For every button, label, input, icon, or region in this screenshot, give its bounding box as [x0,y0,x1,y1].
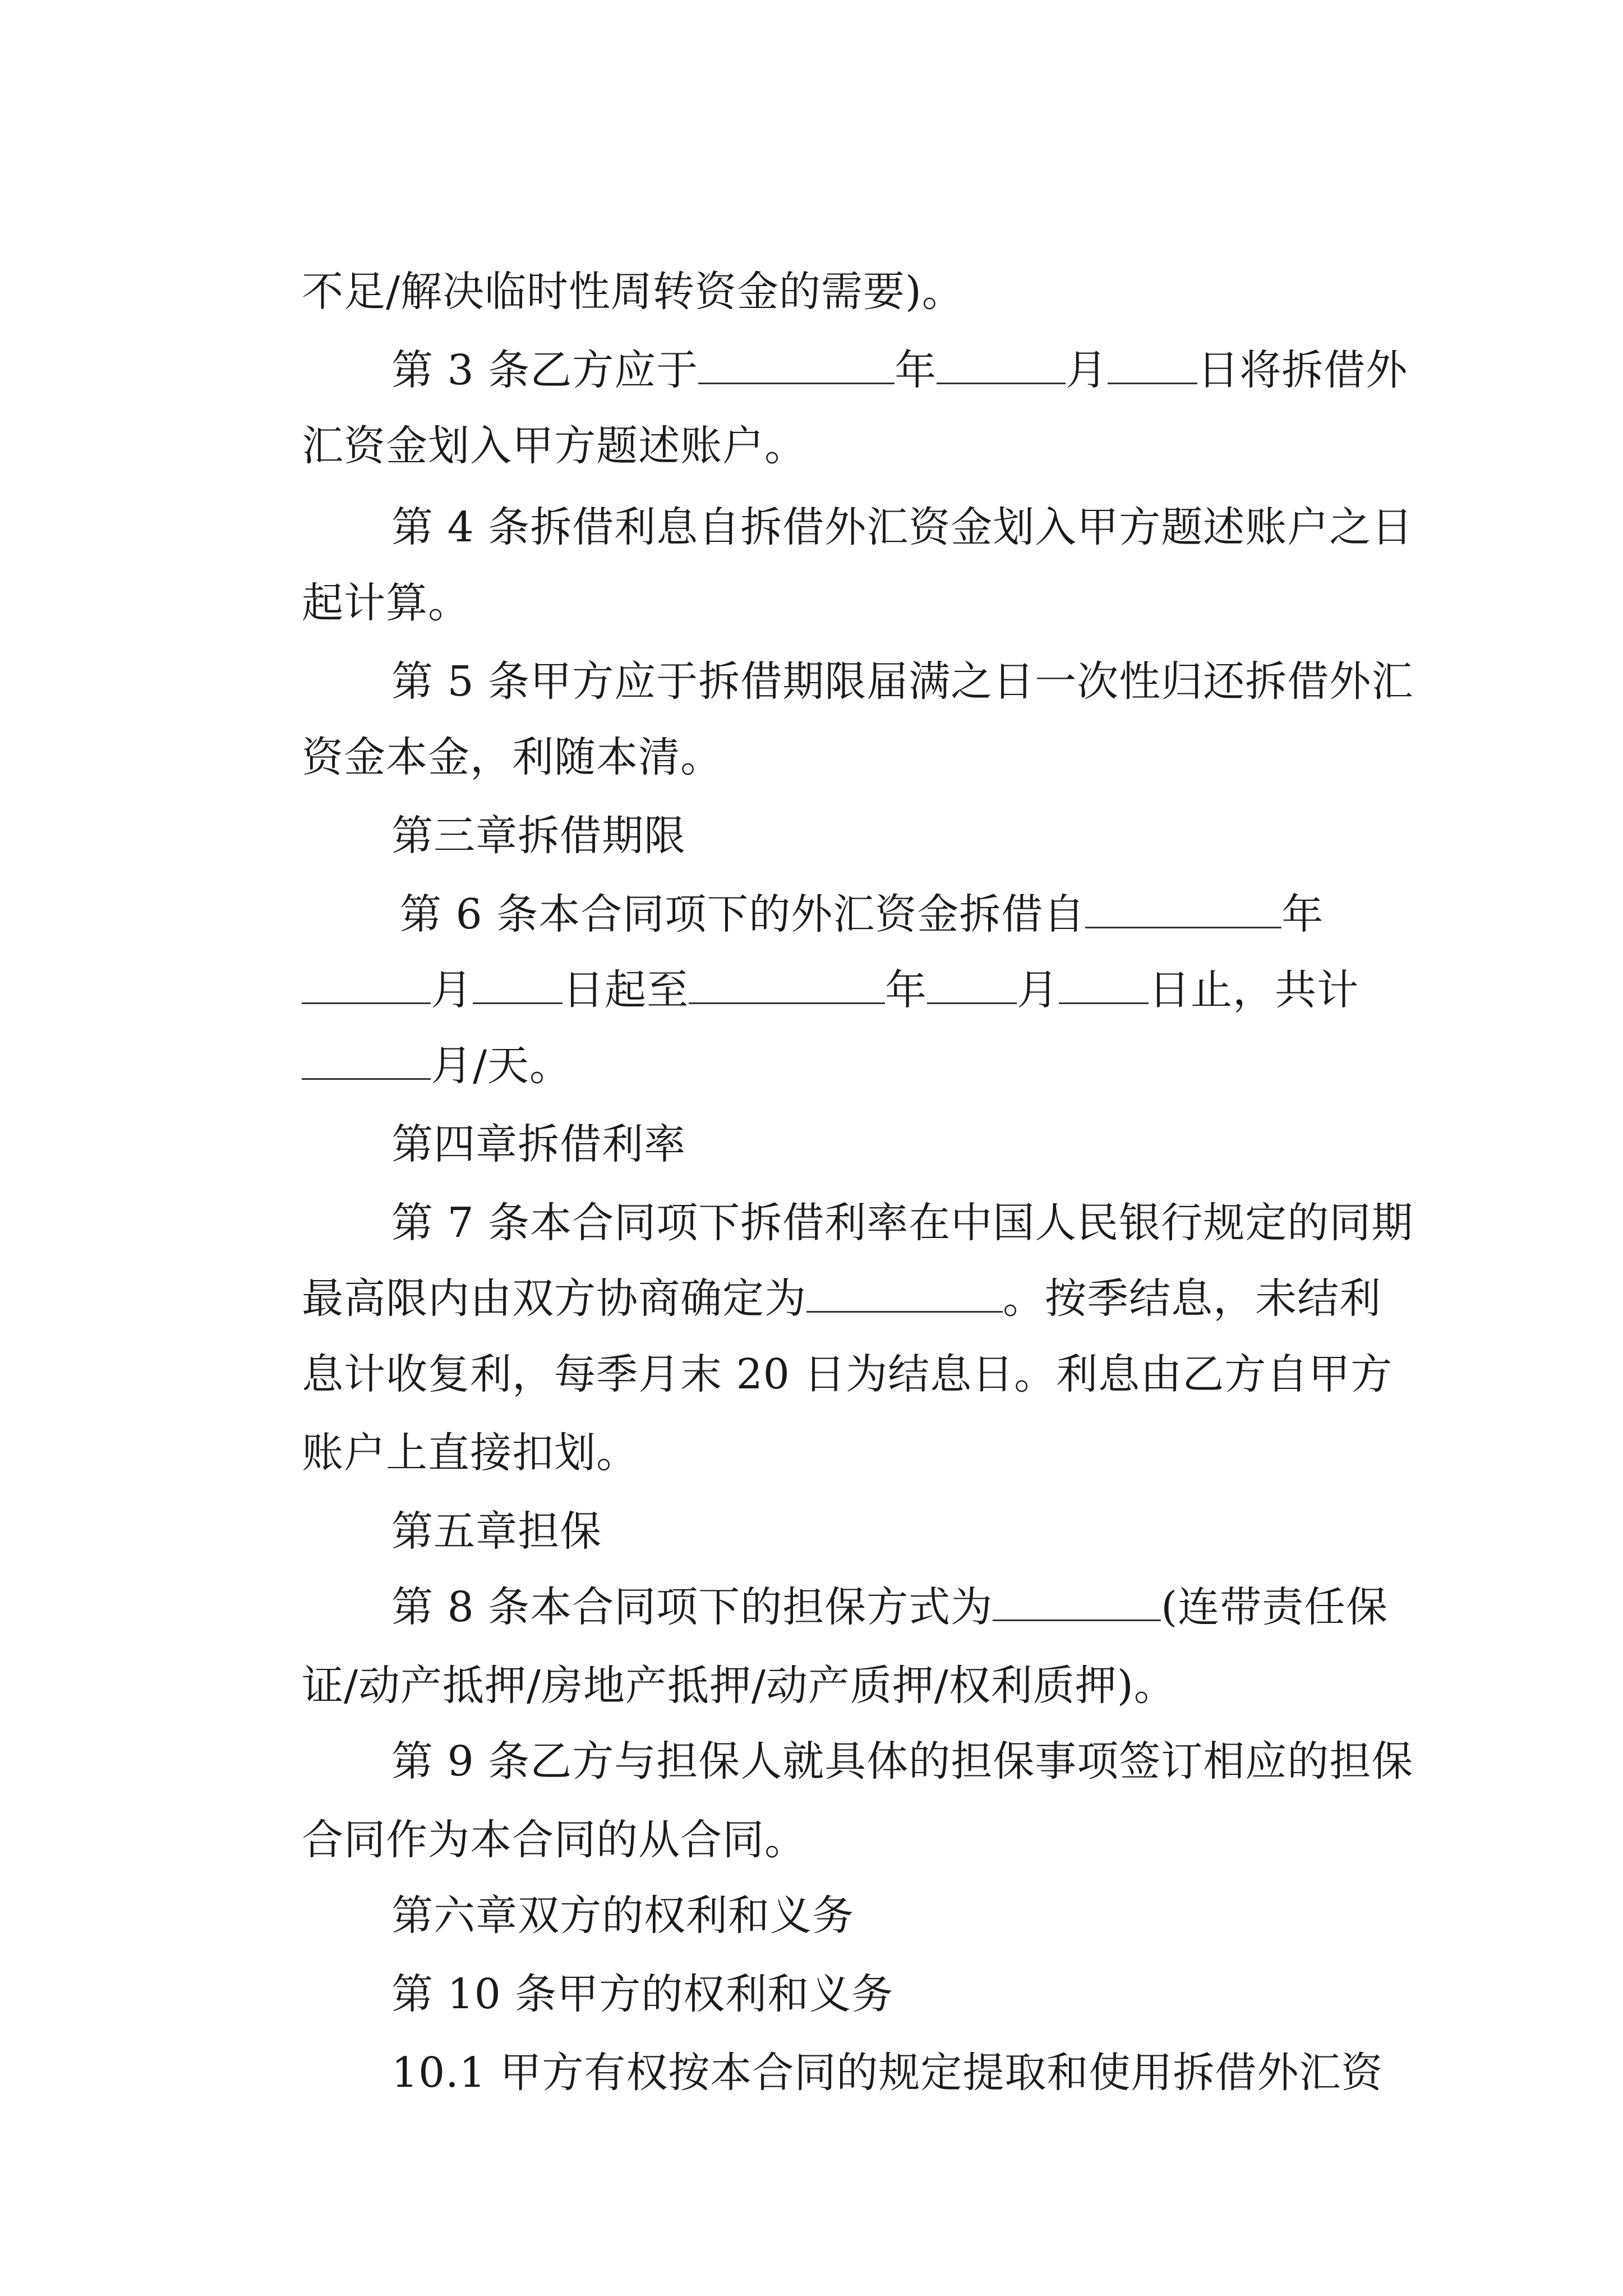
text-line: 起计算。 [302,579,471,627]
article-6-line-2: 月 日起至 年 月 日止，共计 [247,906,1359,962]
end-year-blank [689,963,885,1004]
day-blank [1108,343,1197,384]
text-line: 汇资金划入甲方题述账户。 [302,422,807,470]
article-7-line-2: 最高限内由双方协商确定为 。按季结息，未结利 [247,1214,1381,1271]
text-line: 资金本金，利随本清。 [302,733,723,781]
chapter-5-heading: 第五章担保 [391,1507,602,1556]
article-7-line-1: 第 7 条本合同项下拆借利率在中国人民银行规定的同期 [391,1199,1414,1247]
article-6-line-3: 月/天。 [247,982,571,1038]
article-10-heading: 第 10 条甲方的权利和义务 [391,1970,894,2018]
end-day-blank [1059,963,1149,1004]
text-line: 不足/解决临时性周转资金的需要)。 [302,268,964,316]
article-9-line-2: 合同作为本合同的从合同。 [302,1816,807,1864]
month-blank [937,343,1066,384]
article-7-line-4: 账户上直接扣划。 [302,1429,639,1477]
article-4-line-1: 第 4 条拆借利息自拆借外汇资金划入甲方题述账户之日 [391,503,1414,551]
article-7-line-3: 息计收复利，每季月末 20 日为结息日。利息由乙方自甲方 [302,1350,1393,1398]
chapter-3-heading: 第三章拆借期限 [391,812,686,860]
clause-10-1-line-1: 10.1 甲方有权按本合同的规定提取和使用拆借外汇资 [391,2049,1384,2097]
article-6-line-1: 第 6 条本合同项下的外汇资金拆借自 年 [345,830,1324,886]
article-8-line-2: 证/动产抵押/房地产抵押/动产质押/权利质押)。 [302,1662,1176,1710]
chapter-4-heading: 第四章拆借利率 [391,1120,686,1168]
article-5-line-1: 第 5 条甲方应于拆借期限届满之日一次性归还拆借外汇 [391,657,1414,706]
end-month-blank [927,963,1017,1004]
article-3-line-1: 第 3 条乙方应于 年 月 日将拆借外 [336,286,1408,342]
chapter-6-heading: 第六章双方的权利和义务 [391,1892,855,1940]
article-8-line-1: 第 8 条本合同项下的担保方式为 (连带责任保 [336,1523,1388,1579]
article-9-line-1: 第 9 条乙方与担保人就具体的担保事项签订相应的担保 [391,1737,1414,1786]
